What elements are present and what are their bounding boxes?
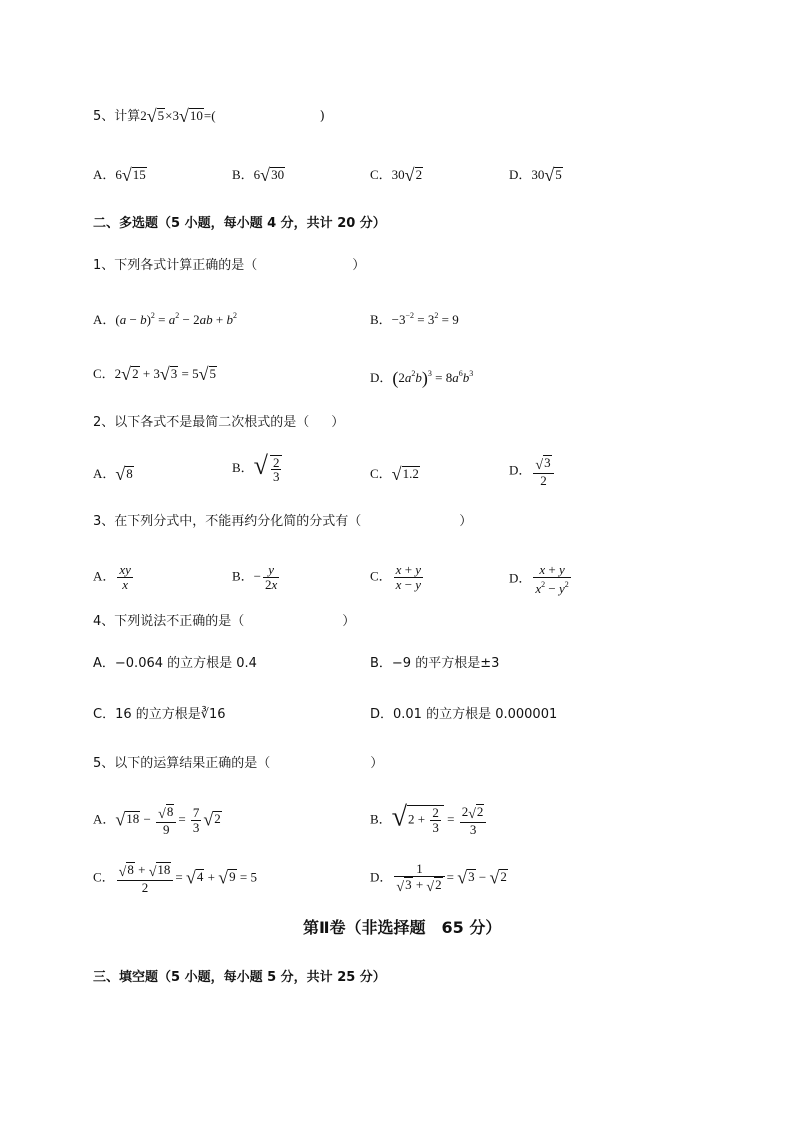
m4-option-c: C．16 的立方根是∛16 — [93, 707, 226, 722]
m3-close: ） — [459, 514, 473, 529]
m2-close: ） — [331, 415, 345, 430]
question-5-close: ) — [319, 109, 325, 124]
section-2-title: 二、多选题（5 小题，每小题 4 分，共计 20 分） — [93, 216, 386, 231]
section-3-title: 三、填空题（5 小题，每小题 5 分，共计 25 分） — [93, 970, 386, 985]
question-5-expression: 2√5×3√10=( — [140, 106, 216, 126]
m5-option-b: B．√2 + $\frac{2}{3}$ = $\frac{2√2}{3}$ — [370, 804, 488, 837]
m1-stem — [93, 256, 365, 276]
m5-close: ） — [370, 756, 384, 771]
m2-option-a: A．√8 — [93, 464, 133, 484]
m2-option-c: C．√1.2 — [370, 464, 419, 484]
m4-option-a: A．−0.064 的立方根是 0.4 — [93, 656, 257, 671]
m3-stem — [93, 512, 472, 532]
part-2-title: 第Ⅱ卷（非选择题 65 分） — [303, 918, 502, 937]
m2-option-d: D． $\frac{√3}{2}$ — [509, 455, 556, 488]
m1-option-a: A．$(a - b)^2 = a^2 - 2ab + b^2$ — [93, 311, 237, 327]
m1-close: ） — [352, 258, 366, 273]
m2-stem — [93, 413, 344, 433]
question-5-stem — [93, 106, 325, 127]
m3-option-d: D． $\frac{x + y}{x^2 - y^2}$ — [509, 562, 569, 596]
m4-stem — [93, 612, 355, 632]
q5-option-a: A．6√15 — [93, 165, 146, 185]
m3-option-c: C． $\frac{x + y}{x - y}$ — [370, 562, 422, 592]
m4-option-b: B．−9 的平方根是±3 — [370, 656, 500, 671]
m1-option-c: C．2√2 + 3√3 = 5√5 — [93, 364, 217, 384]
m2-option-b: B．√ $\frac{2}{3}$ — [232, 455, 284, 483]
question-5-label: 5、计算 — [93, 109, 141, 124]
m5-option-a: A．√18 − $\frac{√8}{9}$ = $\frac{7}{3}$ √2 — [93, 804, 221, 837]
m5-stem-text: 5、以下的运算结果正确的是（ — [93, 756, 271, 771]
q5-option-c: C．30√2 — [370, 165, 423, 185]
m5-option-d: D． $\frac{1}{√3 + √2}$ = √3 − √2 — [370, 861, 507, 895]
m1-stem-text: 1、下列各式计算正确的是（ — [93, 258, 258, 273]
q5-option-b: B．6√30 — [232, 165, 285, 185]
m2-stem-text: 2、以下各式不是最简二次根式的是（ — [93, 415, 310, 430]
q5-option-d: D．30√5 — [509, 165, 562, 185]
m5-option-c: C． $\frac{√8 + √18}{2}$ = √4 + √9 = 5 — [93, 862, 257, 895]
m3-stem-text: 3、在下列分式中，不能再约分化简的分式有（ — [93, 514, 362, 529]
m3-option-b: B．− $\frac{y}{2x}$ — [232, 562, 278, 592]
m5-stem — [93, 754, 383, 774]
m1-option-d: D．$(2a^2b)^3 = 8a^6b^3$ — [370, 368, 474, 388]
m3-option-a: A． $\frac{xy}{x}$ — [93, 562, 131, 592]
m4-close: ） — [342, 614, 356, 629]
m4-option-d: D．0.01 的立方根是 0.000001 — [370, 707, 558, 722]
m1-option-b: B．$-3^{-2} = 3^2 = 9$ — [370, 311, 459, 327]
m4-stem-text: 4、下列说法不正确的是（ — [93, 614, 245, 629]
